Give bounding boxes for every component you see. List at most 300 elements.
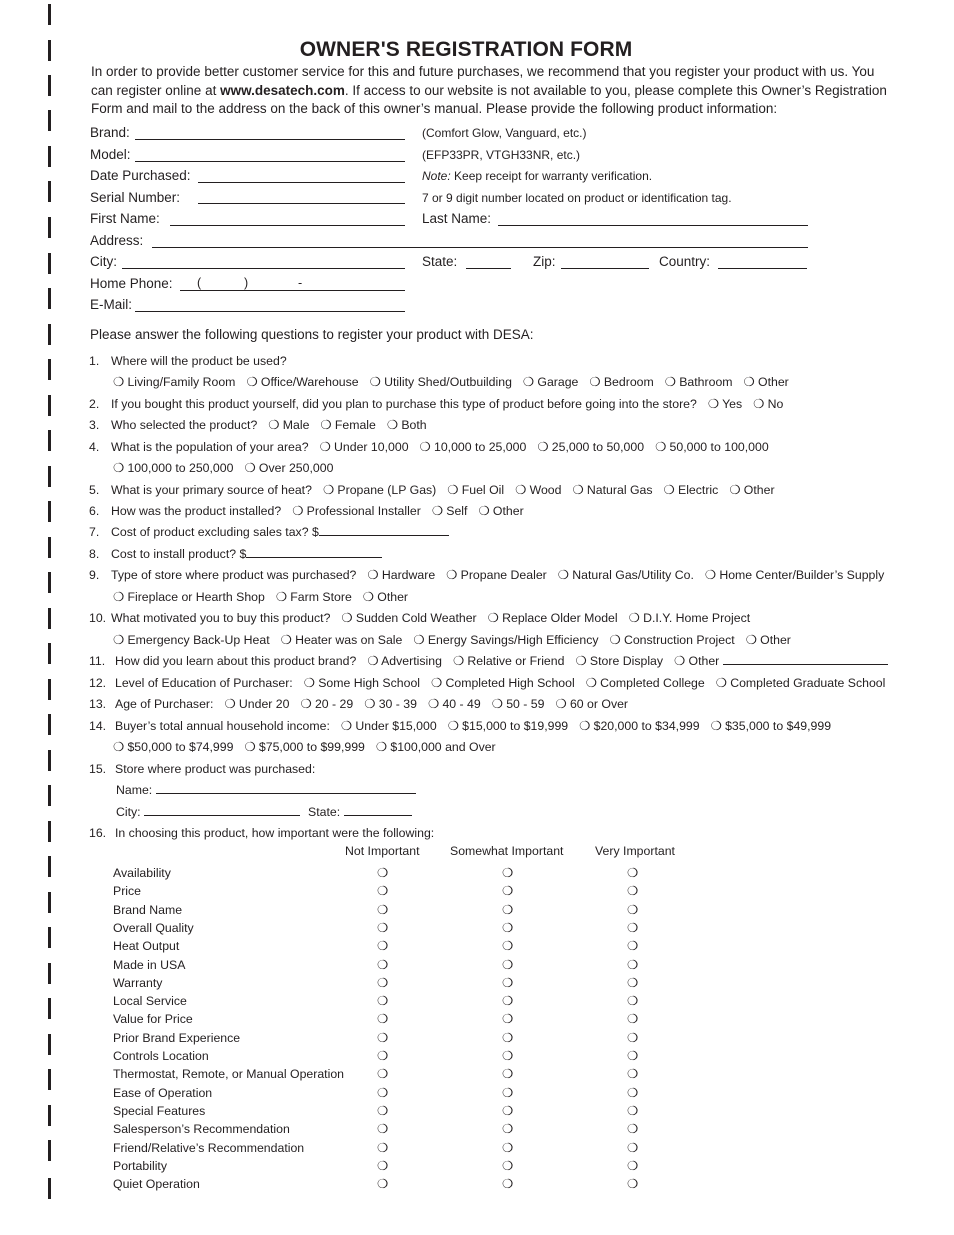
date-purchased-field[interactable] — [198, 182, 405, 183]
question-9-options-cont — [113, 590, 408, 604]
option-100-000-to-250-000[interactable] — [113, 461, 233, 475]
state-field[interactable] — [466, 268, 511, 269]
option-60-or-over[interactable] — [555, 697, 628, 711]
option-female[interactable] — [320, 418, 375, 432]
store-name-field[interactable] — [156, 783, 416, 794]
option-label: Hardware — [381, 568, 436, 582]
option-15-000-to-19-999[interactable] — [448, 719, 568, 733]
cut-mark — [48, 395, 51, 416]
question-7 — [89, 525, 449, 539]
address-field[interactable] — [152, 247, 808, 248]
option-male[interactable] — [268, 418, 309, 432]
last-name-label: Last Name: — [422, 211, 492, 226]
cut-mark — [48, 927, 51, 948]
rating-row-warranty — [113, 976, 713, 994]
option-emergency-back-up-heat[interactable] — [113, 633, 270, 647]
option-20-000-to-34-999[interactable] — [579, 719, 699, 733]
radio-somewhat-important-icon[interactable]: ❍ — [502, 1177, 514, 1192]
option-hardware[interactable] — [367, 568, 435, 582]
radio-button-icon[interactable]: ❍ — [292, 504, 304, 518]
option-20-29[interactable] — [300, 697, 353, 711]
radio-button-icon[interactable]: ❍ — [364, 697, 376, 711]
option-under-20[interactable] — [224, 697, 289, 711]
radio-button-icon[interactable]: ❍ — [743, 375, 755, 389]
option-under-10-000[interactable] — [320, 440, 409, 454]
option-bathroom[interactable] — [665, 375, 733, 389]
rating-row-controls-location — [113, 1049, 713, 1067]
option-label: Female — [334, 418, 376, 432]
radio-button-icon[interactable]: ❍ — [362, 590, 374, 604]
question-number: 14. — [89, 719, 107, 733]
radio-button-icon[interactable]: ❍ — [386, 418, 398, 432]
option-other[interactable] — [478, 504, 523, 518]
rating-row-ease-of-operation — [113, 1086, 713, 1104]
radio-button-icon[interactable]: ❍ — [557, 568, 569, 582]
radio-button-icon[interactable]: ❍ — [478, 504, 490, 518]
radio-button-icon[interactable]: ❍ — [244, 461, 256, 475]
question-1 — [89, 354, 287, 368]
radio-not-important-icon[interactable]: ❍ — [377, 1012, 389, 1027]
radio-somewhat-important-icon[interactable]: ❍ — [502, 920, 514, 935]
radio-not-important-icon[interactable]: ❍ — [377, 884, 389, 899]
radio-somewhat-important-icon[interactable]: ❍ — [502, 866, 514, 880]
factor-label: Made in USA — [113, 957, 186, 972]
radio-button-icon[interactable]: ❍ — [515, 483, 527, 497]
cut-mark — [48, 892, 51, 913]
factor-label: Quiet Operation — [113, 1177, 200, 1192]
radio-very-important-icon[interactable]: ❍ — [627, 957, 639, 972]
cut-mark — [48, 288, 51, 309]
cut-mark — [48, 217, 51, 238]
radio-button-icon[interactable]: ❍ — [555, 697, 567, 711]
radio-button-icon[interactable]: ❍ — [113, 740, 125, 754]
first-name-field[interactable] — [170, 225, 405, 226]
radio-button-icon[interactable]: ❍ — [522, 375, 534, 389]
option-35-000-to-49-999[interactable] — [711, 719, 831, 733]
question-text: In choosing this product, how important were the following: — [115, 826, 435, 840]
question-text: Cost to install product? $ — [111, 547, 247, 561]
radio-very-important-icon[interactable]: ❍ — [627, 1049, 639, 1063]
option-no[interactable] — [753, 397, 783, 411]
option-fireplace-or-hearth-shop[interactable] — [113, 590, 265, 604]
cut-mark — [48, 572, 51, 593]
option-10-000-to-25-000[interactable] — [420, 440, 527, 454]
radio-button-icon[interactable]: ❍ — [446, 568, 458, 582]
radio-button-icon[interactable]: ❍ — [704, 568, 716, 582]
radio-very-important-icon[interactable]: ❍ — [627, 975, 639, 990]
zip-label: Zip: — [533, 254, 556, 269]
radio-button-icon[interactable]: ❍ — [655, 440, 667, 454]
radio-somewhat-important-icon[interactable]: ❍ — [502, 1049, 514, 1063]
city-field[interactable] — [122, 268, 405, 269]
radio-button-icon[interactable]: ❍ — [224, 697, 236, 711]
radio-button-icon[interactable]: ❍ — [268, 418, 280, 432]
option-garage[interactable] — [523, 375, 578, 389]
radio-button-icon[interactable]: ❍ — [715, 676, 727, 690]
option-yes[interactable] — [708, 397, 742, 411]
option-label: Living/Family Room — [127, 375, 236, 389]
option-over-250-000[interactable] — [244, 461, 333, 475]
option-completed-graduate-school[interactable] — [716, 676, 886, 690]
radio-button-icon[interactable]: ❍ — [753, 397, 765, 411]
radio-button-icon[interactable]: ❍ — [413, 633, 425, 647]
cut-mark — [48, 324, 51, 345]
radio-button-icon[interactable]: ❍ — [664, 375, 676, 389]
option-40-49[interactable] — [428, 697, 481, 711]
store-city-field[interactable] — [144, 805, 300, 816]
cut-mark — [48, 856, 51, 877]
option-advertising[interactable] — [367, 654, 442, 668]
radio-button-icon[interactable]: ❍ — [431, 504, 443, 518]
radio-button-icon[interactable]: ❍ — [367, 654, 379, 668]
cut-mark — [48, 785, 51, 806]
cut-mark — [48, 998, 51, 1019]
radio-button-icon[interactable]: ❍ — [419, 440, 431, 454]
radio-somewhat-important-icon[interactable]: ❍ — [502, 957, 514, 972]
radio-not-important-icon[interactable]: ❍ — [377, 902, 389, 917]
option-farm-store[interactable] — [276, 590, 352, 604]
radio-button-icon[interactable]: ❍ — [674, 654, 686, 668]
radio-button-icon[interactable]: ❍ — [431, 676, 443, 690]
cut-mark — [48, 1105, 51, 1126]
radio-very-important-icon[interactable]: ❍ — [627, 994, 639, 1009]
radio-button-icon[interactable]: ❍ — [113, 461, 125, 475]
option-bedroom[interactable] — [589, 375, 653, 389]
brand-hint: (Comfort Glow, Vanguard, etc.) — [422, 126, 587, 140]
option-label: 50,000 to 100,000 — [669, 440, 769, 454]
radio-button-icon[interactable]: ❍ — [369, 375, 381, 389]
question-number: 3. — [89, 418, 100, 432]
radio-not-important-icon[interactable]: ❍ — [377, 1177, 389, 1192]
question-1-options — [113, 375, 789, 389]
rating-row-value-for-price — [113, 1012, 713, 1030]
radio-button-icon[interactable]: ❍ — [447, 483, 459, 497]
radio-somewhat-important-icon[interactable]: ❍ — [502, 902, 514, 917]
radio-button-icon[interactable]: ❍ — [491, 697, 503, 711]
option-label: Heater was on Sale — [295, 633, 403, 647]
radio-button-icon[interactable]: ❍ — [113, 590, 125, 604]
option-other[interactable] — [746, 633, 791, 647]
option-replace-older-model[interactable] — [488, 611, 618, 625]
option-label: Self — [446, 504, 468, 518]
radio-button-icon[interactable]: ❍ — [246, 375, 258, 389]
factor-label: Warranty — [113, 975, 163, 990]
radio-very-important-icon[interactable]: ❍ — [627, 939, 639, 954]
radio-somewhat-important-icon[interactable]: ❍ — [502, 994, 514, 1009]
radio-somewhat-important-icon[interactable]: ❍ — [502, 884, 514, 899]
question-number: 2. — [89, 397, 100, 411]
radio-very-important-icon[interactable]: ❍ — [627, 1030, 639, 1045]
radio-not-important-icon[interactable]: ❍ — [377, 1085, 389, 1100]
last-name-field[interactable] — [498, 225, 808, 226]
option-both[interactable] — [387, 418, 427, 432]
radio-button-icon[interactable]: ❍ — [589, 375, 601, 389]
option-100-000-and-over[interactable] — [376, 740, 496, 754]
radio-button-icon[interactable]: ❍ — [375, 740, 387, 754]
cut-mark — [48, 430, 51, 451]
radio-very-important-icon[interactable]: ❍ — [627, 920, 639, 935]
phone-mask-dash: - — [298, 276, 303, 290]
rating-row-brand-name — [113, 903, 713, 921]
radio-somewhat-important-icon[interactable]: ❍ — [502, 939, 514, 954]
option-label: Other — [377, 590, 409, 604]
option-label: Wood — [529, 483, 562, 497]
option-label: D.I.Y. Home Project — [643, 611, 751, 625]
radio-button-icon[interactable]: ❍ — [341, 611, 353, 625]
home-phone-field[interactable] — [180, 290, 405, 291]
first-name-label: First Name: — [90, 211, 160, 226]
radio-not-important-icon[interactable]: ❍ — [377, 1122, 389, 1137]
factor-label: Prior Brand Experience — [113, 1030, 241, 1045]
radio-button-icon[interactable]: ❍ — [300, 697, 312, 711]
option-label: $100,000 and Over — [390, 740, 496, 754]
option-completed-college[interactable] — [586, 676, 705, 690]
factor-label: Price — [113, 884, 142, 899]
question-number: 1. — [89, 354, 100, 368]
rating-row-special-features — [113, 1104, 713, 1122]
option-label: Sudden Cold Weather — [355, 611, 477, 625]
radio-not-important-icon[interactable]: ❍ — [377, 975, 389, 990]
option-label: 25,000 to 50,000 — [551, 440, 645, 454]
question-number: 9. — [89, 568, 100, 582]
serial-number-label: Serial Number: — [90, 190, 181, 205]
option-other[interactable] — [674, 654, 719, 668]
radio-somewhat-important-icon[interactable]: ❍ — [502, 1067, 514, 1082]
radio-not-important-icon[interactable]: ❍ — [377, 1103, 389, 1118]
radio-button-icon[interactable]: ❍ — [537, 440, 549, 454]
radio-button-icon[interactable]: ❍ — [367, 568, 379, 582]
radio-very-important-icon[interactable]: ❍ — [627, 1158, 639, 1173]
intro-text-2: . If access to our website is not available to you, please complete this Owner’s Registration Form and mail to the address on the back of this owner’s manual. Please provide the following product information: — [91, 82, 887, 116]
option-professional-installer[interactable] — [292, 504, 421, 518]
rating-row-price — [113, 884, 713, 902]
option-30-39[interactable] — [364, 697, 417, 711]
radio-button-icon[interactable]: ❍ — [275, 590, 287, 604]
radio-somewhat-important-icon[interactable]: ❍ — [502, 1140, 514, 1155]
radio-button-icon[interactable]: ❍ — [707, 397, 719, 411]
radio-button-icon[interactable]: ❍ — [729, 483, 741, 497]
question-5 — [89, 483, 775, 497]
radio-button-icon[interactable]: ❍ — [487, 611, 499, 625]
radio-button-icon[interactable]: ❍ — [572, 483, 584, 497]
radio-not-important-icon[interactable]: ❍ — [377, 866, 389, 880]
option-label: 60 or Over — [569, 697, 629, 711]
radio-button-icon[interactable]: ❍ — [320, 418, 332, 432]
note-label: Note: — [422, 169, 451, 183]
rating-row-heat-output — [113, 939, 713, 957]
radio-button-icon[interactable]: ❍ — [575, 654, 587, 668]
model-field[interactable] — [135, 161, 405, 162]
install-cost-field[interactable] — [246, 547, 382, 558]
radio-somewhat-important-icon[interactable]: ❍ — [502, 1158, 514, 1173]
radio-somewhat-important-icon[interactable]: ❍ — [502, 1085, 514, 1100]
website-link[interactable]: www.desatech.com — [220, 82, 345, 98]
option-label: Other — [758, 375, 789, 389]
option-25-000-to-50-000[interactable] — [537, 440, 644, 454]
option-sudden-cold-weather[interactable] — [341, 611, 476, 625]
cut-mark — [48, 1069, 51, 1090]
model-label: Model: — [90, 147, 131, 162]
question-number: 11. — [89, 654, 106, 668]
radio-somewhat-important-icon[interactable]: ❍ — [502, 1012, 514, 1027]
radio-somewhat-important-icon[interactable]: ❍ — [502, 1103, 514, 1118]
store-state-field[interactable] — [344, 805, 412, 816]
rating-row-salesperson-s-recommendation — [113, 1122, 713, 1140]
radio-very-important-icon[interactable]: ❍ — [627, 1103, 639, 1118]
option-label: Utility Shed/Outbuilding — [384, 375, 512, 389]
radio-button-icon[interactable]: ❍ — [745, 633, 757, 647]
option-75-000-to-99-999[interactable] — [244, 740, 364, 754]
factor-label: Special Features — [113, 1103, 206, 1118]
option-store-display[interactable] — [575, 654, 663, 668]
radio-button-icon[interactable]: ❍ — [244, 740, 256, 754]
option-self[interactable] — [432, 504, 468, 518]
radio-button-icon[interactable]: ❍ — [663, 483, 675, 497]
option-label: Emergency Back-Up Heat — [127, 633, 270, 647]
radio-not-important-icon[interactable]: ❍ — [377, 920, 389, 935]
option-label: $15,000 to $19,999 — [462, 719, 569, 733]
product-cost-field[interactable] — [319, 525, 449, 536]
option-living-family-room[interactable] — [113, 375, 235, 389]
radio-very-important-icon[interactable]: ❍ — [627, 1122, 639, 1137]
option-label: 10,000 to 25,000 — [434, 440, 527, 454]
option-natural-gas-utility-co[interactable] — [558, 568, 694, 582]
cut-mark — [48, 750, 51, 771]
cut-mark — [48, 110, 51, 131]
question-4-options-cont — [113, 461, 333, 475]
radio-very-important-icon[interactable]: ❍ — [627, 902, 639, 917]
option-fuel-oil[interactable] — [447, 483, 504, 497]
radio-not-important-icon[interactable]: ❍ — [377, 1049, 389, 1063]
radio-button-icon[interactable]: ❍ — [628, 611, 640, 625]
question-2 — [89, 397, 783, 411]
option-50-000-to-74-999[interactable] — [113, 740, 233, 754]
option-office-warehouse[interactable] — [246, 375, 358, 389]
cut-mark — [48, 1140, 51, 1161]
question-number: 8. — [89, 547, 100, 561]
radio-button-icon[interactable]: ❍ — [609, 633, 621, 647]
question-4 — [89, 440, 769, 454]
radio-very-important-icon[interactable]: ❍ — [627, 884, 639, 899]
radio-not-important-icon[interactable]: ❍ — [377, 957, 389, 972]
radio-button-icon[interactable]: ❍ — [319, 440, 331, 454]
serial-number-field[interactable] — [198, 203, 405, 204]
radio-button-icon[interactable]: ❍ — [452, 654, 464, 668]
radio-very-important-icon[interactable]: ❍ — [627, 1140, 639, 1155]
radio-not-important-icon[interactable]: ❍ — [377, 939, 389, 954]
cut-mark — [48, 821, 51, 842]
option-propane-dealer[interactable] — [446, 568, 547, 582]
factor-label: Friend/Relative’s Recommendation — [113, 1140, 305, 1155]
radio-very-important-icon[interactable]: ❍ — [627, 1067, 639, 1082]
option-label: Bathroom — [679, 375, 733, 389]
state-label: State: — [422, 254, 458, 269]
radio-button-icon[interactable]: ❍ — [303, 676, 315, 690]
radio-very-important-icon[interactable]: ❍ — [627, 1085, 639, 1100]
option-utility-shed-outbuilding[interactable] — [370, 375, 512, 389]
option-heater-was-on-sale[interactable] — [281, 633, 403, 647]
option-completed-high-school[interactable] — [431, 676, 575, 690]
rating-row-portability — [113, 1159, 713, 1177]
option-other[interactable] — [729, 483, 774, 497]
radio-not-important-icon[interactable]: ❍ — [377, 994, 389, 1009]
option-label: Energy Savings/High Efficiency — [427, 633, 599, 647]
radio-button-icon[interactable]: ❍ — [340, 719, 352, 733]
home-phone-label: Home Phone: — [90, 276, 173, 291]
form-title: OWNER'S REGISTRATION FORM — [299, 38, 633, 61]
radio-somewhat-important-icon[interactable]: ❍ — [502, 975, 514, 990]
option-label: Other — [688, 654, 720, 668]
option-other[interactable] — [363, 590, 408, 604]
option-50-59[interactable] — [492, 697, 545, 711]
radio-button-icon[interactable]: ❍ — [280, 633, 292, 647]
factor-label: Ease of Operation — [113, 1085, 213, 1100]
radio-somewhat-important-icon[interactable]: ❍ — [502, 1122, 514, 1137]
radio-not-important-icon[interactable]: ❍ — [377, 1030, 389, 1045]
other-source-field[interactable] — [723, 654, 888, 665]
radio-button-icon[interactable]: ❍ — [113, 633, 125, 647]
question-text: What is the population of your area? — [111, 440, 309, 454]
option-label: Yes — [722, 397, 743, 411]
radio-button-icon[interactable]: ❍ — [113, 375, 125, 389]
radio-button-icon[interactable]: ❍ — [710, 719, 722, 733]
radio-button-icon[interactable]: ❍ — [447, 719, 459, 733]
option-relative-or-friend[interactable] — [453, 654, 565, 668]
option-other[interactable] — [744, 375, 789, 389]
zip-field[interactable] — [561, 268, 649, 269]
cut-mark — [48, 466, 51, 487]
radio-button-icon[interactable]: ❍ — [322, 483, 334, 497]
factor-label: Portability — [113, 1158, 167, 1173]
radio-not-important-icon[interactable]: ❍ — [377, 1140, 389, 1155]
radio-not-important-icon[interactable]: ❍ — [377, 1158, 389, 1173]
radio-button-icon[interactable]: ❍ — [579, 719, 591, 733]
radio-button-icon[interactable]: ❍ — [585, 676, 597, 690]
radio-button-icon[interactable]: ❍ — [427, 697, 440, 711]
option-label: Other — [760, 633, 791, 647]
radio-very-important-icon[interactable]: ❍ — [627, 1177, 639, 1192]
option-label: Propane (LP Gas) — [337, 483, 437, 497]
option-label: Completed College — [600, 676, 705, 690]
option-label: Fuel Oil — [461, 483, 505, 497]
option-label: Under 10,000 — [334, 440, 409, 454]
option-d-i-y-home-project[interactable] — [629, 611, 751, 625]
option-electric[interactable] — [664, 483, 719, 497]
question-14 — [89, 719, 831, 733]
option-home-center-builder-s-supply[interactable] — [705, 568, 884, 582]
option-label: Under $15,000 — [355, 719, 437, 733]
option-some-high-school[interactable] — [304, 676, 420, 690]
option-construction-project[interactable] — [610, 633, 735, 647]
option-label: Natural Gas/Utility Co. — [572, 568, 694, 582]
option-energy-savings-high-efficiency[interactable] — [413, 633, 598, 647]
intro-paragraph — [91, 63, 891, 119]
country-field[interactable] — [718, 268, 807, 269]
option-propane-lp-gas[interactable] — [323, 483, 436, 497]
email-field[interactable] — [135, 311, 405, 312]
option-natural-gas[interactable] — [572, 483, 652, 497]
radio-very-important-icon[interactable]: ❍ — [627, 866, 639, 880]
radio-not-important-icon[interactable]: ❍ — [377, 1067, 389, 1082]
radio-somewhat-important-icon[interactable]: ❍ — [502, 1030, 514, 1045]
question-number: 5. — [89, 483, 100, 497]
option-50-000-to-100-000[interactable] — [655, 440, 769, 454]
option-wood[interactable] — [515, 483, 561, 497]
option-label: Propane Dealer — [460, 568, 547, 582]
option-under-15-000[interactable] — [341, 719, 437, 733]
brand-field[interactable] — [135, 139, 405, 140]
radio-very-important-icon[interactable]: ❍ — [627, 1012, 639, 1027]
